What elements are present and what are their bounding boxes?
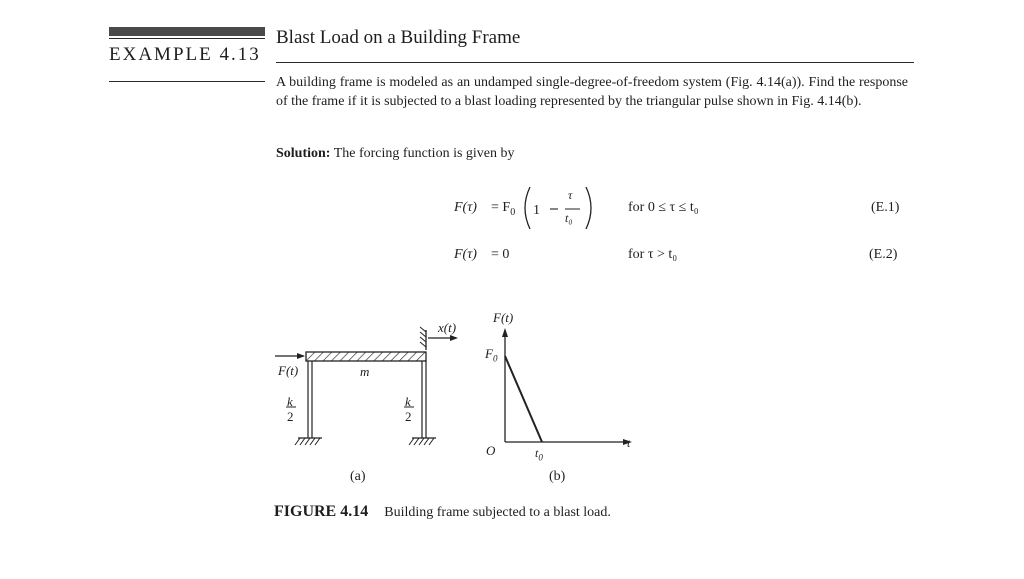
mass-label: m — [360, 364, 370, 379]
eq1-condition: for 0 ≤ τ ≤ t₀ — [628, 200, 699, 215]
eq1-rhs-sub: 0 — [510, 206, 516, 218]
figure-caption — [274, 503, 611, 521]
caption-b: (b) — [549, 469, 566, 484]
eq1-left-paren — [525, 187, 530, 229]
peak-label — [485, 346, 497, 364]
t0-label-sub: 0 — [538, 452, 543, 463]
t0-label-main: t — [535, 446, 539, 460]
example-label: EXAMPLE 4.13 — [109, 44, 261, 65]
eq1-one: 1 — [533, 203, 540, 218]
solution-text: The forcing function is given by — [333, 146, 515, 161]
eq1-paren-fraction — [520, 183, 600, 233]
figure-caption-text: Building frame subjected to a blast load. — [384, 505, 611, 520]
figure-label: FIGURE 4.14 — [274, 503, 369, 520]
eq2-lhs: F(τ) — [454, 247, 477, 262]
eq1-frac-den: t₀ — [565, 211, 573, 225]
y-axis-label: F(t) — [493, 310, 514, 325]
disp-label: x(t) — [438, 320, 457, 335]
force-label: F(t) — [278, 363, 299, 378]
eq2-condition: for τ > t₀ — [628, 247, 678, 262]
left-k-num: k — [287, 394, 293, 409]
right-k-num: k — [405, 394, 411, 409]
problem-text: A building frame is modeled as an undamped single-degree-of-freedom system (Fig. 4.14(a)). Find the response of the frame if it is subjected to a blast loading represented by the triangular pulse shown in Fig. 4.14(b). — [276, 75, 908, 109]
y-axis-arrow — [502, 328, 508, 337]
pulse-chart — [490, 320, 640, 463]
t0-label — [535, 446, 543, 462]
peak-label-main: F — [485, 346, 493, 361]
left-ground-hatch — [295, 438, 320, 445]
solution-label: Solution: — [276, 146, 331, 161]
title-rule — [276, 62, 914, 63]
eq2-rhs: = 0 — [491, 247, 510, 262]
label-rule — [109, 81, 265, 82]
force-arrow-head — [297, 353, 305, 359]
eq1-rhs-prefix: = F — [491, 200, 511, 215]
eq1-frac-num: τ — [568, 188, 573, 202]
right-k-den: 2 — [405, 409, 412, 424]
reference-wall-hatch — [420, 327, 426, 347]
pulse-line — [505, 356, 542, 442]
eq1-lhs: F(τ) — [454, 200, 477, 215]
solution-line — [276, 146, 515, 162]
beam-mass — [306, 352, 426, 361]
caption-a: (a) — [350, 469, 366, 484]
frame-diagram — [270, 320, 470, 460]
eq2-tag: (E.2) — [869, 247, 898, 262]
eq1-rhs — [491, 200, 515, 218]
x-axis-label: t — [627, 436, 631, 450]
origin-label: O — [486, 443, 496, 458]
eq1-tag: (E.1) — [871, 200, 900, 215]
peak-label-sub: 0 — [492, 353, 498, 364]
header-bar — [109, 27, 265, 36]
eq1-right-paren — [586, 187, 591, 229]
left-k-den: 2 — [287, 409, 294, 424]
example-title: Blast Load on a Building Frame — [276, 27, 521, 48]
right-ground-hatch — [409, 438, 434, 445]
header-rule-left — [109, 38, 265, 39]
